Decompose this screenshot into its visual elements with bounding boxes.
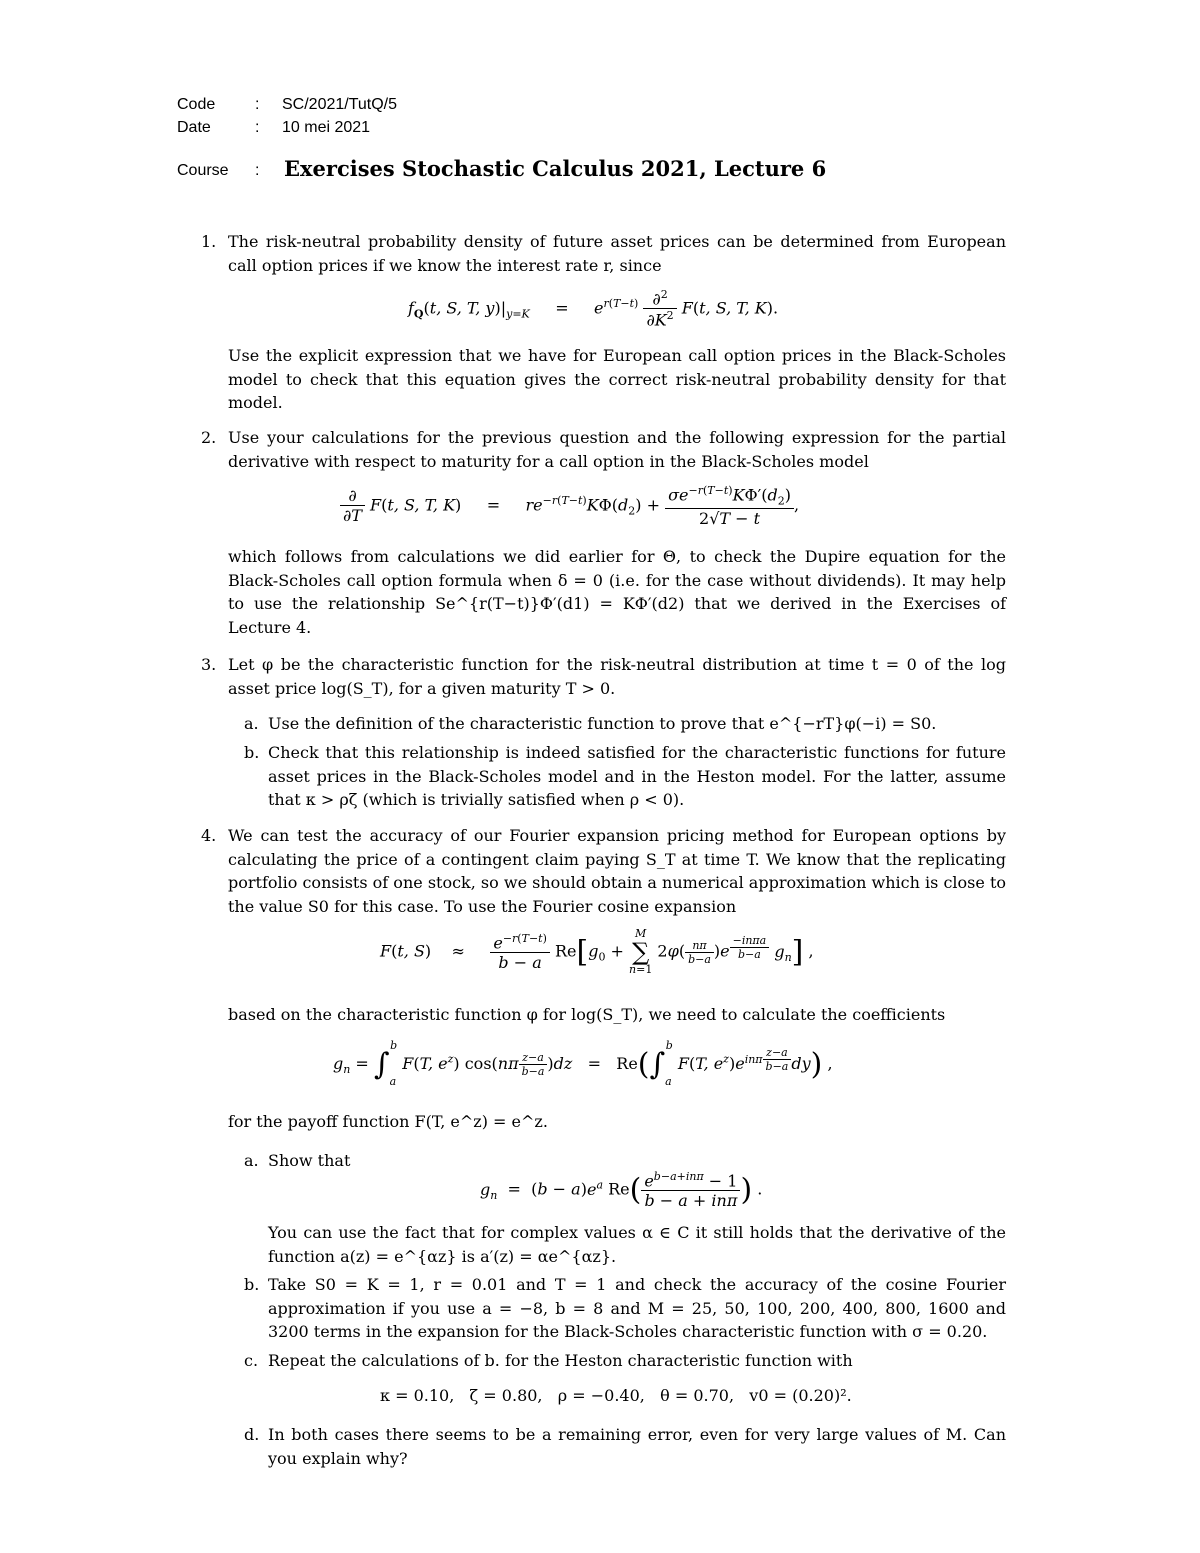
q4c-text: Repeat the calculations of b. for the Heston characteristic function with [268, 1351, 853, 1370]
q3a-label: a. [244, 714, 259, 733]
q4-payoff: for the payoff function F(T, e^z) = e^z. [228, 1112, 548, 1131]
course-label: Course [177, 162, 229, 179]
date-label: Date [177, 119, 211, 136]
q3a-text: Use the definition of the characteristic function to prove that e^{−rT}φ(−i) = S0. [268, 714, 937, 733]
code-label: Code [177, 96, 216, 113]
date-colon: : [255, 119, 260, 136]
q2-number: 2. [201, 428, 217, 447]
q1-body: Use the explicit expression that we have for European call option prices in the Black-Scholes model to check that this equation gives the correct risk-neutral probability density for that model. [228, 346, 1006, 412]
q4c-parameters: κ = 0.10, ζ = 0.80, ρ = −0.40, θ = 0.70, v0 = (0.20)². [380, 1386, 852, 1405]
q4a-note: You can use the fact that for complex values α ∈ C it still holds that the derivative of the function a(z) = e^{αz} is a′(z) = αe^{αz}. [268, 1223, 1006, 1266]
q2-equation: $\frac{\partial}{\partial T}$ F(t, S, T, K) = $re^{-r(T-t)}K\Phi(d_2)$ + $\frac{\sigma e^{-r(T-t)}K\Phi'(d_2)}{2√T - t}$ , [340, 484, 799, 528]
q1-equation: $f_Q(t$, S, T, $y)|_{y=K}$ = $e^{r(T-t)}$ $\frac{\partial^2}{\partial K^2}$ F(t, S, T, K). [408, 288, 779, 330]
q4-fourier-equation: F(t, S) ≈ $\frac{e^{-r(T-t)}}{b - a}$ $Re[g_0 + M$ ∑ n=1 2φ( $\frac{n\pi}{b-a}$ )e $^{\frac{\text{−inπa}}{b-a}}$ $g_n$] , [380, 927, 814, 976]
q2-body: which follows from calculations we did earlier for Θ, to check the Dupire equation for the Black-Scholes call option formula when δ = 0 (i.e. for the case without dividends). It may help to use the relationship Se^{r(T−t)}Φ′(d1) = KΦ′(d2) that we derived in the Exercises of Lecture 4. [228, 547, 1006, 637]
q4b-label: b. [244, 1275, 260, 1294]
q2-intro: Use your calculations for the previous question and the following expression for the partial derivative with respect to maturity for a call option in the Black-Scholes model [228, 428, 1006, 471]
q4-mid: based on the characteristic function φ for log(S_T), we need to calculate the coefficients [228, 1005, 946, 1024]
q4d-text: In both cases there seems to be a remaining error, even for very large values of M. Can you explain why? [268, 1425, 1006, 1468]
q3-intro: Let φ be the characteristic function for the risk-neutral distribution at time t = 0 of the log asset price log(S_T), for a given maturity T > 0. [228, 655, 1006, 698]
q4a-equation: $g_n = (b - a)e^a$ Re( $\frac{e^{b-a+in\pi} - 1}{\text{b − a + inπ}}$ ) . [480, 1170, 763, 1211]
q4-intro: We can test the accuracy of our Fourier expansion pricing method for European options by calculating the price of a contingent claim paying S_T at time T. We know that the replicating portfolio consists of one stock, so we should obtain a numerical approximation which is close to the value S0 for this case. To use the Fourier cosine expansion [228, 826, 1006, 916]
q4a-text: Show that [268, 1151, 351, 1170]
q4b-text: Take S0 = K = 1, r = 0.01 and T = 1 and check the accuracy of the cosine Fourier approximation if you use a = −8, b = 8 and M = 25, 50, 100, 200, 400, 800, 1600 and 3200 terms in the expansion for the Black-Scholes characteristic function with σ = 0.20. [268, 1275, 1006, 1341]
q4a-label: a. [244, 1151, 259, 1170]
course-colon: : [255, 162, 260, 179]
q4c-label: c. [244, 1351, 259, 1370]
q1-number: 1. [201, 232, 217, 251]
page-title: Exercises Stochastic Calculus 2021, Lecture 6 [284, 156, 827, 181]
q3b-text: Check that this relationship is indeed satisfied for the characteristic functions for future asset prices in the Black-Scholes model and in the Heston model. For the latter, assume that κ > ρζ (which is trivially satisfied when ρ < 0). [268, 743, 1006, 809]
q3b-label: b. [244, 743, 260, 762]
code-value: SC/2021/TutQ/5 [282, 96, 398, 113]
q1-intro: The risk-neutral probability density of future asset prices can be determined from European call option prices if we know the interest rate r, since [228, 232, 1006, 275]
q4d-label: d. [244, 1425, 260, 1444]
date-value: 10 mei 2021 [282, 119, 371, 136]
q4-number: 4. [201, 826, 217, 845]
q3-number: 3. [201, 655, 217, 674]
q4-coefficients-equation: $g_n = \int_a^b$ F(T, $e^z$) cos(nπ $\frac{z-a}{b-a}$ )$dz = Re(\int_a^b$ F(T, $e^z)e^{in\pi \frac{z-a}{b-a}}$ dy) , [333, 1038, 833, 1089]
code-colon: : [255, 96, 260, 113]
